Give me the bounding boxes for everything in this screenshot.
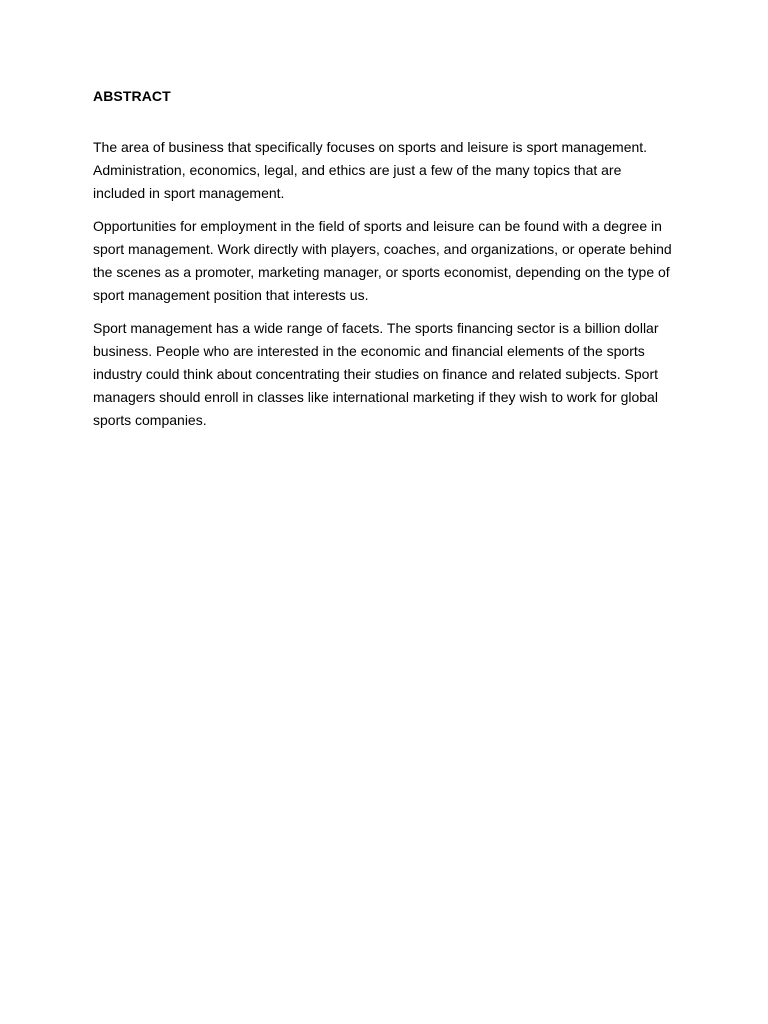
abstract-paragraph-2: Opportunities for employment in the field of sports and leisure can be found with a degree in sport management. Work directly with players, coaches, and organizations, or operate behind the scenes as a promoter, marketing manager, or sports economist, depending on the type of sport management position that interests us. bbox=[93, 218, 672, 303]
abstract-paragraph-1: The area of business that specifically focuses on sports and leisure is sport management. Administration, economics, legal, and ethics are just a few of the many topics that are included in sport management. bbox=[93, 139, 648, 201]
abstract-paragraph-3: Sport management has a wide range of facets. The sports financing sector is a billion dollar business. People who are interested in the economic and financial elements of the sports industry could think about concentrating their studies on finance and related subjects. Sport managers should enroll in classes like international marketing if they wish to work for global sports companies. bbox=[93, 320, 659, 428]
abstract-body bbox=[93, 136, 672, 432]
abstract-heading: ABSTRACT bbox=[93, 88, 171, 104]
